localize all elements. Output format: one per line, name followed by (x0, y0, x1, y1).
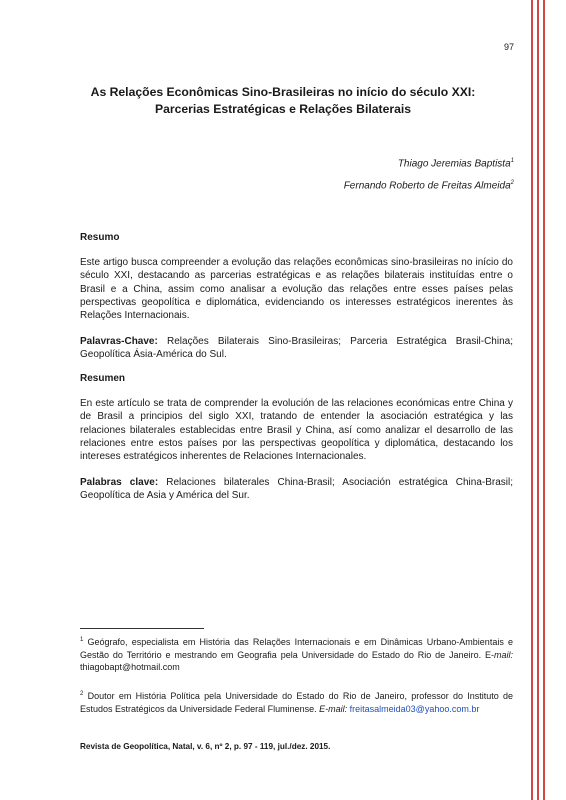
footnote-mark: 1 (80, 637, 84, 643)
resumo-keywords (80, 335, 513, 361)
resumo-heading: Resumo (80, 232, 120, 243)
footnote-text: Geógrafo, especialista em História das Relações Internacionais e em Dinâmicas Urbano-Ambientais e Gestão do Território e mestrando em Geografia pela Universidade do Estado do Rio de Janeiro. E- (80, 637, 513, 660)
title-line-1: As Relações Econômicas Sino-Brasileiras no início do século XXI: (90, 85, 476, 99)
page-edge-line (531, 0, 533, 800)
page-edge-line (543, 0, 545, 800)
footnote-separator (80, 628, 204, 629)
footnote-ref: 2 (510, 180, 514, 186)
resumen-keywords (80, 476, 513, 502)
footnote-1 (80, 634, 513, 674)
page-number: 97 (503, 42, 514, 52)
resumo-section (80, 231, 513, 362)
email-link[interactable]: freitasalmeida03@yahoo.com.br (347, 703, 480, 714)
keywords-label: Palabras clave: (80, 477, 159, 489)
footnote-text: Doutor em História Política pela Universidade do Estado do Rio de Janeiro, professor do Instituto de Estudos Estratégicos da Universidade Federal Fluminense. (80, 691, 513, 714)
author-2 (344, 180, 514, 191)
article-title (60, 84, 506, 118)
resumen-text: En este artículo se trata de comprender la evolución de las relaciones económicas entre China y de Brasil a principios del siglo XXI, tratando de entender la asociación estratégica y las relaciones bilaterales establecidas entre Brasil y China, así como analizar el desarrollo de las relaciones entre estos países por las perspectivas geopolítica y diplomática, destacando los intereses estratégicos inherentes de Relaciones Internacionales. (80, 398, 513, 463)
author-name: Thiago Jeremias Baptista (397, 158, 511, 170)
keywords-label: Palavras-Chave: (80, 336, 158, 348)
footnote-mark: 2 (80, 691, 84, 697)
author-name: Fernando Roberto de Freitas Almeida (343, 180, 511, 192)
keywords-text: Relações Bilaterais Sino-Brasileiras; Parceria Estratégica Brasil-China; Geopolítica Ásia-América do Sul. (80, 336, 513, 361)
email-address: thiagobapt@hotmail.com (80, 662, 180, 673)
author-1 (398, 158, 514, 169)
resumen-section (80, 372, 513, 503)
keywords-text: Relaciones bilaterales China-Brasil; Asociación estratégica China-Brasil; Geopolítica de Asia y América del Sur. (80, 477, 514, 502)
resumo-text: Este artigo busca compreender a evolução das relações econômicas sino-brasileiras no início do século XXI, destacando as parcerias estratégicas e as relações bilaterais instituídas entre o Brasil e a China, assim como analisar a evolução das relações entre esses países pelas perspectivas geopolítica e diplomática, evidenciando os interesses estratégicos inerentes às Relações Internacionais. (80, 257, 513, 322)
title-line-2: Parcerias Estratégicas e Relações Bilaterais (154, 102, 412, 116)
email-label: mail: (493, 649, 513, 660)
footnote-2 (80, 688, 513, 715)
resumen-heading: Resumen (80, 373, 126, 384)
email-label: E-mail: (319, 703, 348, 714)
page-edge-line (537, 0, 539, 800)
journal-footer: Revista de Geopolítica, Natal, v. 6, nº 2, p. 97 - 119, jul./dez. 2015. (80, 742, 331, 751)
footnote-ref: 1 (510, 158, 514, 164)
